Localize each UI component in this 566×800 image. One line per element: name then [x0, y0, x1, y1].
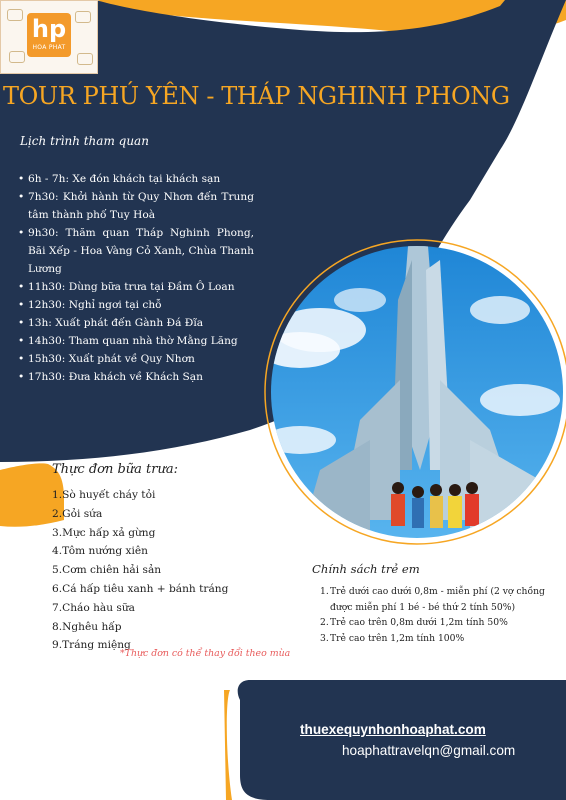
schedule-item: • 12h30: Nghỉ ngơi tại chỗ [18, 296, 254, 314]
website-link[interactable]: thuexequynhonhoaphat.com [300, 722, 486, 737]
menu-item: 1.Sò huyết cháy tỏi [52, 489, 156, 501]
menu-item: 4.Tôm nướng xiên [52, 545, 149, 558]
menu-heading: Thực đơn bữa trưa: [52, 462, 179, 477]
logo-mark-icon: hp [31, 15, 67, 43]
schedule-item: • 14h30: Tham quan nhà thờ Mằng Lăng [18, 332, 254, 350]
menu-note: *Thực đơn có thể thay đổi theo mùa [120, 648, 291, 659]
logo [27, 13, 71, 57]
policy-item-text: Trẻ cao trên 0,8m dưới 1,2m tính 50% [330, 617, 508, 629]
schedule-list [18, 170, 254, 386]
schedule-item: • 6h - 7h: Xe đón khách tại khách sạn [18, 170, 254, 188]
email-text: hoaphattravelqn@gmail.com [342, 743, 516, 758]
policy-item: 1. Trẻ dưới cao dưới 0,8m - miễn phí (2 vợ chồng được miễn phí 1 bé - bé thứ 2 tính 50%) [320, 586, 545, 613]
menu-item: 3.Mực hấp xả gừng [52, 526, 156, 539]
menu-item: 2.Gỏi sứa [52, 507, 103, 520]
schedule-item: • 7h30: Khởi hành từ Quy Nhơn đến Trung tâm thành phố Tuy Hoà [18, 188, 254, 224]
bottom-right-navy [238, 680, 566, 800]
schedule-item: • 13h: Xuất phát đến Gành Đá Đĩa [18, 314, 254, 332]
schedule-item: • 11h30: Dùng bữa trưa tại Đầm Ô Loan [18, 278, 254, 296]
page-title: TOUR PHÚ YÊN - THÁP NGHINH PHONG [3, 82, 510, 110]
policy-item-text: Trẻ cao trên 1,2m tính 100% [330, 632, 465, 644]
menu-item: 7.Cháo hàu sữa [52, 601, 136, 614]
policy-list [320, 584, 548, 646]
menu-item: 5.Cơm chiên hải sản [52, 564, 162, 577]
logo-frame [0, 0, 98, 74]
menu-item: 9.Tráng miệng [52, 639, 131, 652]
policy-item-text: Trẻ dưới cao dưới 0,8m - miễn phí (2 vợ chồng được miễn phí 1 bé - bé thứ 2 tính 50%) [330, 586, 545, 613]
menu-item: 8.Nghêu hấp [52, 620, 122, 633]
schedule-item: • 17h30: Đưa khách về Khách Sạn [18, 368, 254, 386]
schedule-item: • 15h30: Xuất phát về Quy Nhơn [18, 350, 254, 368]
policy-item: 2. Trẻ cao trên 0,8m dưới 1,2m tính 50% [320, 617, 508, 629]
doodle-icon [7, 9, 23, 21]
schedule-item: • 9h30: Thăm quan Tháp Nghinh Phong, Bãi Xếp - Hoa Vàng Cỏ Xanh, Chùa Thanh Lương [18, 224, 254, 278]
logo-text: HOA PHAT [32, 44, 66, 51]
menu-list [52, 486, 228, 655]
policy-heading: Chính sách trẻ em [312, 562, 420, 576]
bottom-right-orange [224, 690, 232, 800]
doodle-icon [77, 53, 93, 65]
doodle-icon [75, 11, 91, 23]
policy-item: 3. Trẻ cao trên 1,2m tính 100% [320, 632, 465, 644]
doodle-icon [9, 51, 25, 63]
menu-item: 6.Cá hấp tiêu xanh + bánh tráng [52, 582, 229, 595]
schedule-heading: Lịch trình tham quan [20, 134, 149, 148]
